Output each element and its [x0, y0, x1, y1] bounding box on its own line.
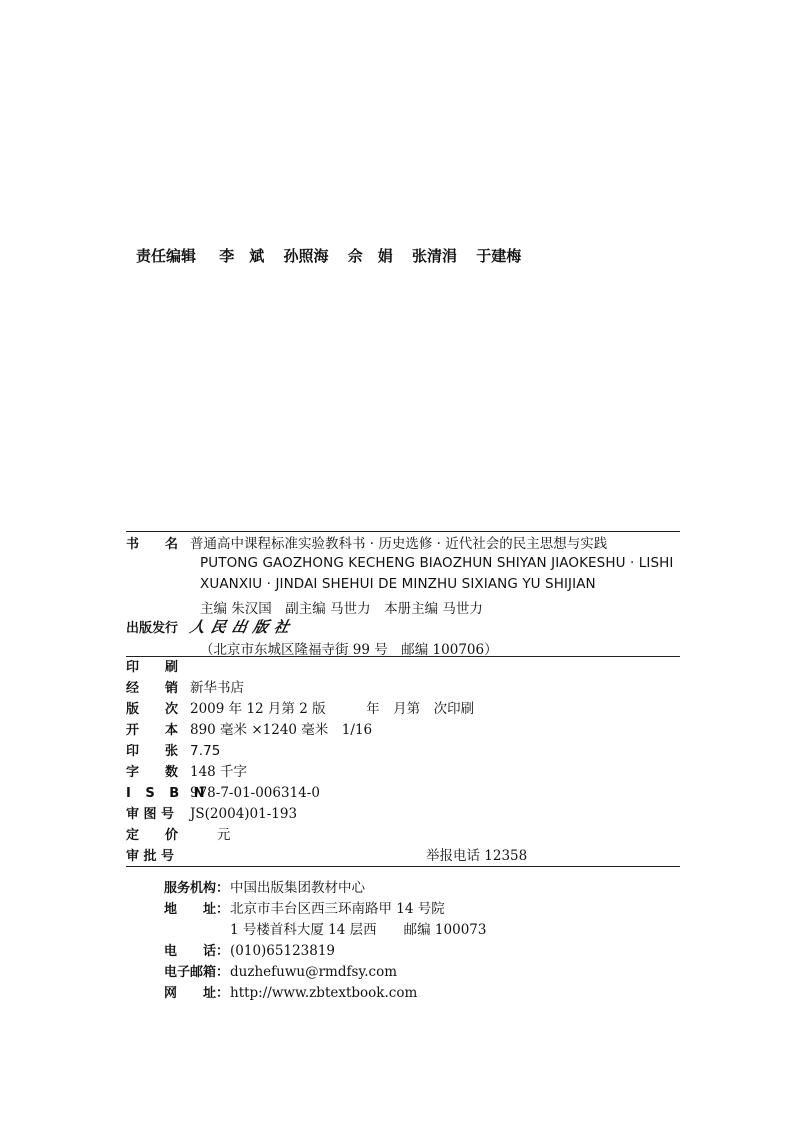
words-label: 字 数: [126, 765, 179, 780]
service-web-row: [164, 983, 417, 1004]
format-row: [126, 720, 372, 741]
service-phone-value: (010)65123819: [230, 943, 336, 959]
bottom-divider: [126, 866, 680, 867]
editor-name: 孙照海: [283, 247, 329, 265]
service-org-label: 服务机构：: [164, 881, 230, 896]
title-pinyin-2: XUANXIU · JINDAI SHEHUI DE MINZHU SIXIANG YU SHIJIAN: [200, 576, 596, 592]
edition-value: 2009 年 12 月第 2 版 年 月第 次印刷: [190, 701, 475, 717]
printing-row: [126, 657, 190, 678]
service-web-value[interactable]: http://www.zbtextbook.com: [230, 985, 418, 1001]
distributor-value: 新华书店: [190, 680, 244, 696]
format-label: 开 本: [126, 723, 179, 738]
title-cn: 普通高中课程标准实验教科书 · 历史选修 · 近代社会的民主思想与实践: [190, 536, 608, 552]
sheets-label: 印 张: [126, 744, 179, 759]
service-address-row: [164, 899, 445, 920]
isbn-label: I S B N: [126, 786, 210, 801]
editor-name: 张清涓: [412, 247, 458, 265]
words-value: 148 千字: [190, 764, 248, 780]
top-divider: [126, 531, 680, 532]
edition-row: [126, 699, 474, 720]
editor-name: 佘 娟: [347, 247, 393, 265]
editor-name: 于建梅: [476, 247, 522, 265]
responsible-editors: [136, 245, 535, 266]
distributor-label: 经 销: [126, 681, 179, 696]
price-value: 元: [190, 827, 231, 843]
service-org-row: [164, 878, 365, 899]
service-phone-row: [164, 941, 335, 962]
publisher-logo: 人民出版社: [188, 618, 297, 636]
service-phone-label: 电 话：: [164, 944, 230, 959]
publisher-label: 出版发行: [126, 621, 179, 636]
approval-label: 审 批 号: [126, 849, 175, 864]
price-label: 定 价: [126, 828, 179, 843]
approval-row: [126, 846, 190, 867]
service-email-label: 电子邮箱：: [164, 965, 230, 980]
title-row: [126, 534, 607, 555]
edition-label: 版 次: [126, 702, 179, 717]
format-value: 890 毫米 ×1240 毫米 1/16: [190, 722, 373, 738]
service-web-label: 网 址：: [164, 986, 230, 1001]
isbn-row: [126, 783, 320, 804]
service-address-value-1: 北京市丰台区西三环南路甲 14 号院: [230, 901, 445, 917]
words-row: [126, 762, 247, 783]
isbn-value: 978-7-01-006314-0: [190, 785, 320, 801]
chief-editors-line: 主编 朱汉国 副主编 马世力 本册主编 马世力: [200, 601, 483, 617]
printing-label: 印 刷: [126, 660, 179, 675]
sheets-row: [126, 741, 220, 762]
middle-divider: [126, 656, 680, 657]
distributor-row: [126, 678, 244, 699]
map-review-label: 审 图 号: [126, 807, 175, 822]
service-email-row: [164, 962, 397, 983]
sheets-value: 7.75: [190, 743, 221, 759]
price-row: [126, 825, 231, 846]
map-review-row: [126, 804, 297, 825]
title-label: 书 名: [126, 537, 179, 552]
responsible-editors-label: 责任编辑: [136, 247, 197, 265]
map-review-value: JS(2004)01-193: [190, 806, 298, 822]
publisher-address: （北京市东城区隆福寺街 99 号 邮编 100706）: [200, 642, 498, 658]
publisher-row: [126, 617, 295, 639]
service-address-label: 地 址：: [164, 902, 230, 917]
service-address-value-2: 1 号楼首科大厦 14 层西 邮编 100073: [230, 922, 487, 938]
service-email-value[interactable]: duzhefuwu@rmdfsy.com: [230, 964, 398, 980]
editor-name: 李 斌: [219, 247, 265, 265]
title-pinyin-1: PUTONG GAOZHONG KECHENG BIAOZHUN SHIYAN JIAOKESHU · LISHI: [200, 555, 674, 571]
report-phone: 举报电话 12358: [426, 848, 528, 864]
service-org-value: 中国出版集团教材中心: [230, 880, 365, 896]
